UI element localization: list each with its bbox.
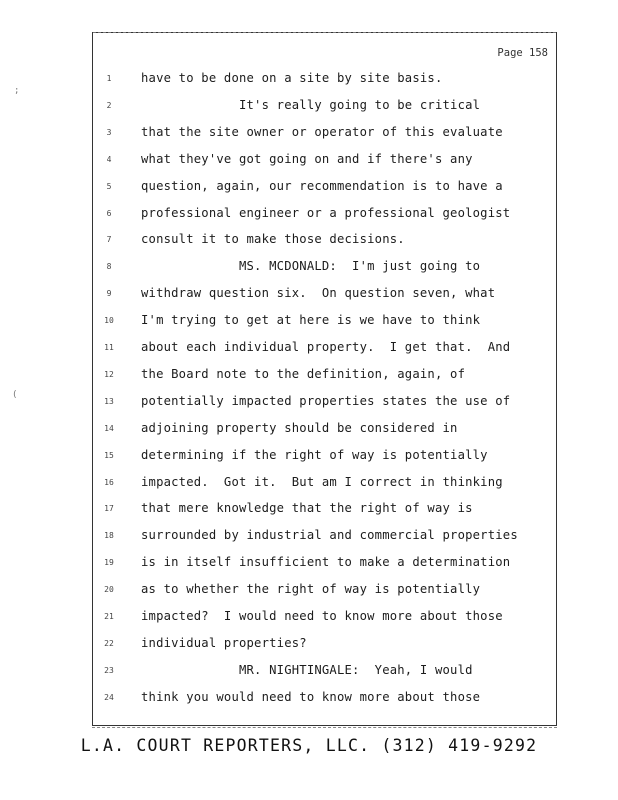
line-number: 2 bbox=[106, 100, 112, 110]
line-number: 8 bbox=[106, 262, 112, 272]
transcript-line bbox=[93, 152, 558, 179]
line-text: question, again, our recommendation is to have a bbox=[141, 178, 503, 193]
line-number: 18 bbox=[104, 531, 114, 541]
line-text: as to whether the right of way is potentially bbox=[141, 582, 481, 597]
line-text: potentially impacted properties states the use of bbox=[141, 393, 511, 408]
line-text: impacted. Got it. But am I correct in thinking bbox=[141, 474, 503, 489]
transcript-line bbox=[93, 232, 558, 259]
line-number: 9 bbox=[106, 289, 112, 299]
line-text: consult it to make those decisions. bbox=[141, 232, 405, 247]
line-text: It's really going to be critical bbox=[141, 97, 481, 112]
transcript-line bbox=[93, 448, 558, 475]
line-number: 16 bbox=[104, 477, 114, 487]
line-text: I'm trying to get at here is we have to think bbox=[141, 313, 481, 328]
line-number: 10 bbox=[104, 316, 114, 326]
line-text: MR. NIGHTINGALE: Yeah, I would bbox=[141, 662, 473, 677]
transcript-line bbox=[93, 259, 558, 286]
transcript-line bbox=[93, 313, 558, 340]
line-text: adjoining property should be considered in bbox=[141, 420, 458, 435]
transcript-line bbox=[93, 636, 558, 663]
line-number: 19 bbox=[104, 558, 114, 568]
line-number: 11 bbox=[104, 343, 114, 352]
line-number: 6 bbox=[106, 208, 112, 218]
line-number: 12 bbox=[104, 369, 114, 379]
transcript-line bbox=[93, 582, 558, 609]
transcript-line bbox=[93, 475, 558, 502]
transcript-line bbox=[93, 501, 558, 528]
transcript-line bbox=[93, 340, 558, 367]
line-number: 7 bbox=[106, 235, 112, 245]
line-text: MS. MCDONALD: I'm just going to bbox=[141, 259, 481, 274]
line-number: 20 bbox=[104, 585, 114, 595]
line-number: 1 bbox=[106, 74, 112, 83]
line-text: determining if the right of way is potentially bbox=[141, 447, 488, 462]
line-number: 24 bbox=[104, 692, 114, 702]
margin-mark: ( bbox=[12, 390, 18, 400]
line-text: that the site owner or operator of this evaluate bbox=[141, 124, 503, 139]
transcript-line bbox=[93, 663, 558, 690]
transcript-line bbox=[93, 98, 558, 125]
line-text: have to be done on a site by site basis. bbox=[141, 71, 443, 85]
transcript-line bbox=[93, 421, 558, 448]
transcript-line bbox=[93, 125, 558, 152]
transcript-line bbox=[93, 367, 558, 394]
line-number: 15 bbox=[104, 450, 114, 460]
line-text: the Board note to the definition, again, of bbox=[141, 366, 466, 381]
line-text: about each individual property. I get that. And bbox=[141, 340, 511, 354]
transcript-line bbox=[93, 179, 558, 206]
court-reporter-footer: L.A. COURT REPORTERS, LLC. (312) 419-9292 bbox=[80, 736, 538, 755]
line-number: 13 bbox=[104, 396, 114, 406]
line-text: what they've got going on and if there's any bbox=[141, 151, 473, 166]
transcript-line bbox=[93, 528, 558, 555]
transcript-line bbox=[93, 555, 558, 582]
line-number: 4 bbox=[106, 154, 112, 164]
line-number: 14 bbox=[104, 423, 114, 433]
transcript-line bbox=[93, 286, 558, 313]
line-text: surrounded by industrial and commercial properties bbox=[141, 528, 518, 543]
transcript-line bbox=[93, 394, 558, 421]
line-text: is in itself insufficient to make a determination bbox=[141, 555, 511, 570]
line-number: 17 bbox=[104, 504, 114, 514]
page-number: Page 158 bbox=[497, 47, 548, 59]
line-text: individual properties? bbox=[141, 635, 307, 650]
line-text: that mere knowledge that the right of way is bbox=[141, 501, 473, 516]
transcript-line bbox=[93, 690, 558, 717]
line-number: 5 bbox=[106, 181, 112, 191]
line-number: 3 bbox=[106, 127, 112, 137]
line-number: 21 bbox=[104, 612, 114, 621]
line-number: 23 bbox=[104, 665, 114, 675]
transcript-line bbox=[93, 609, 558, 636]
line-text: withdraw question six. On question seven, what bbox=[141, 286, 496, 301]
line-text: think you would need to know more about those bbox=[141, 689, 481, 704]
line-text: professional engineer or a professional geologist bbox=[141, 205, 511, 220]
margin-mark: ; bbox=[14, 86, 20, 96]
transcript-line bbox=[93, 71, 558, 98]
line-text: impacted? I would need to know more about those bbox=[141, 609, 503, 623]
line-number: 22 bbox=[104, 638, 114, 648]
transcript-page bbox=[92, 32, 557, 726]
transcript-line bbox=[93, 206, 558, 233]
bottom-rule bbox=[92, 727, 557, 728]
